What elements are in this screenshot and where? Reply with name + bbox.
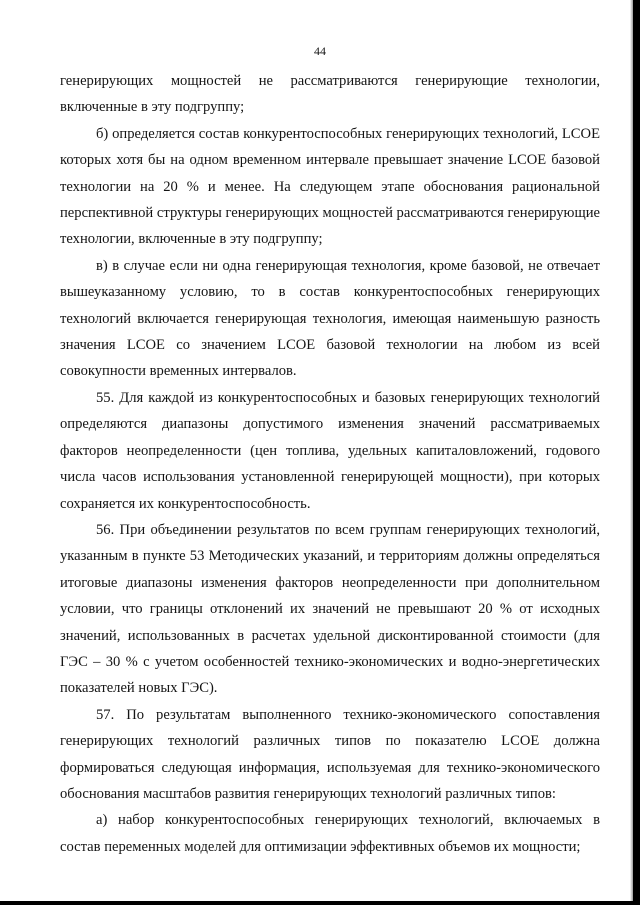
scan-edge-bottom bbox=[0, 901, 640, 905]
document-body bbox=[60, 68, 600, 860]
paragraph-item-55: 55. Для каждой из конкурентоспособных и базовых генерирующих технологий определяются диапазоны допустимого изменения значений рассматриваемых факторов неопределенности (цен топлива, удельных капиталовложений, годового числа часов использования установленной генерирующей мощности), при которых сохраняется их конкурентоспособность. bbox=[60, 389, 600, 512]
paragraph-item-b: б) определяется состав конкурентоспособных генерирующих технологий, LCOE которых хотя бы на одном временном интервале превышает значение LCOE базовой технологии на 20 % и менее. На следующем этапе обоснования рациональной перспективной структуры генерирующих мощностей рассматриваются генерирующие технологии, включенные в эту подгруппу; bbox=[60, 125, 600, 248]
paragraph-item-v: в) в случае если ни одна генерирующая технология, кроме базовой, не отвечает вышеуказанному условию, то в состав конкурентоспособных генерирующих технологий включается генерирующая технология, имеющая наименьшую разность значения LCOE со значением LCOE базовой технологии на любом из всей совокупности временных интервалов. bbox=[60, 257, 600, 380]
paragraph-item-57a: а) набор конкурентоспособных генерирующих технологий, включаемых в состав переменных моделей для оптимизации эффективных объемов их мощности; bbox=[60, 812, 600, 855]
scan-edge-right bbox=[633, 0, 640, 905]
paragraph-continuation: генерирующих мощностей не рассматриваются генерирующие технологии, включенные в эту подгруппу; bbox=[60, 73, 600, 116]
paragraph-item-57: 57. По результатам выполненного технико-экономического сопоставления генерирующих технологий различных типов по показателю LCOE должна формироваться следующая информация, используемая для технико-экономического обоснования масштабов развития генерирующих технологий различных типов: bbox=[60, 706, 600, 802]
paragraph-item-56: 56. При объединении результатов по всем группам генерирующих технологий, указанным в пункте 53 Методических указаний, и территориям должны определяться итоговые диапазоны изменения факторов неопределенности при дополнительном условии, что границы отклонений их значений не превышают 20 % от исходных значений, использованных в расчетах удельной дисконтированной стоимости (для ГЭС – 30 % с учетом особенностей технико-экономических и водно-энергетических показателей новых ГЭС). bbox=[60, 521, 600, 697]
page-number: 44 bbox=[314, 44, 326, 58]
